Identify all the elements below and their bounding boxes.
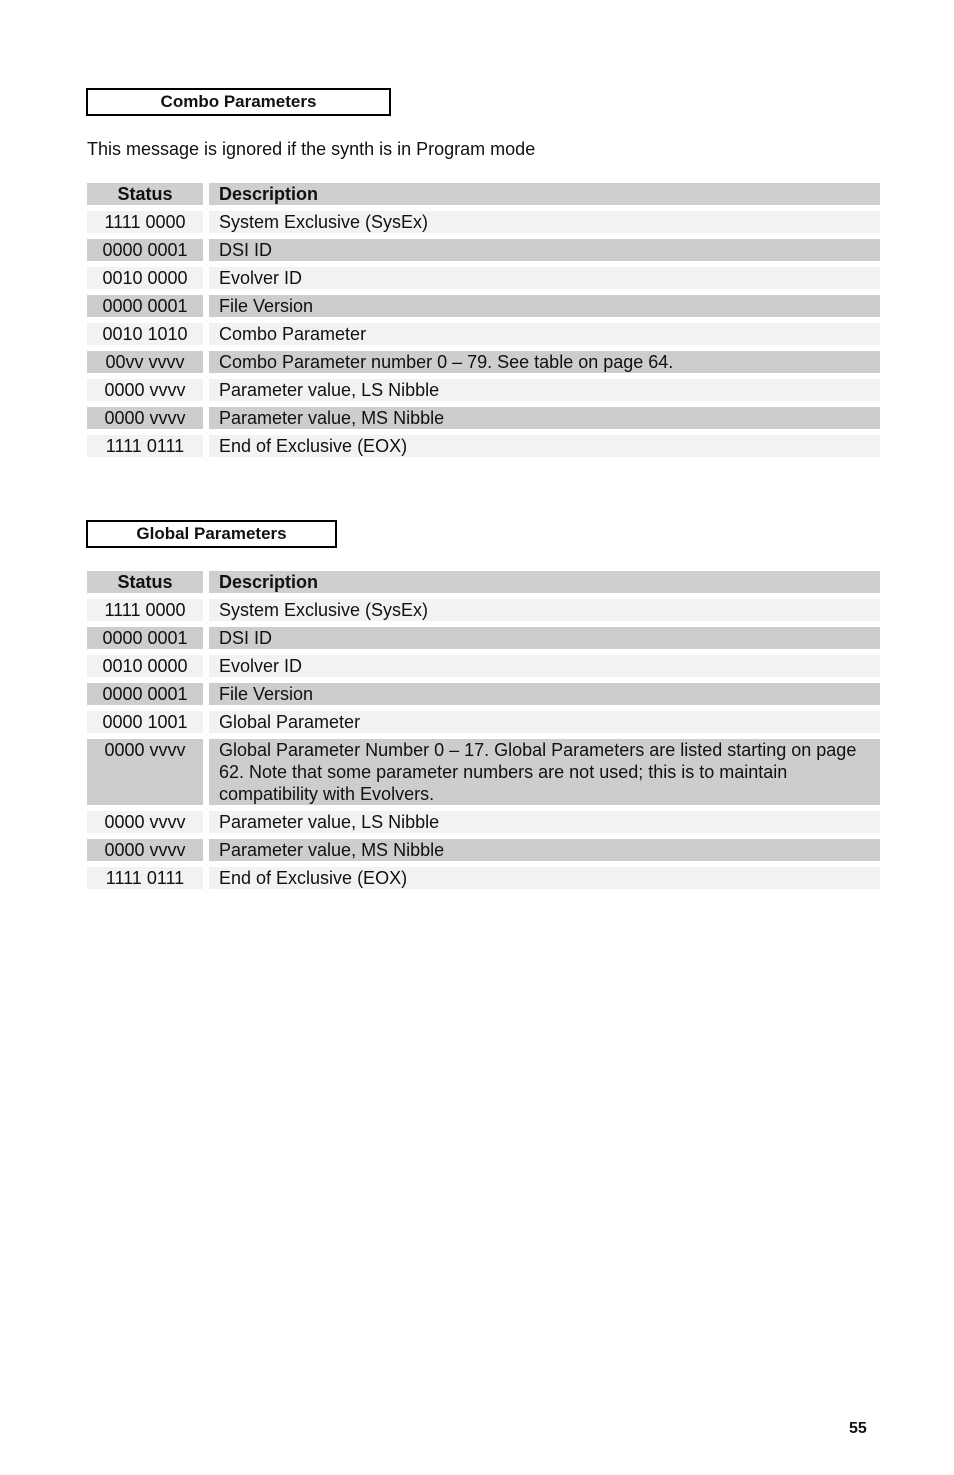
combo-intro-text: This message is ignored if the synth is in Program mode bbox=[87, 139, 536, 159]
table-row bbox=[87, 811, 880, 833]
table-row bbox=[87, 239, 880, 261]
description-cell: Evolver ID bbox=[209, 267, 880, 289]
status-column-header: Status bbox=[87, 571, 203, 593]
description-column-header: Description bbox=[209, 571, 880, 593]
description-cell: DSI ID bbox=[209, 627, 880, 649]
description-cell: Parameter value, LS Nibble bbox=[209, 379, 880, 401]
table-row bbox=[87, 323, 880, 345]
status-cell: 0000 0001 bbox=[87, 239, 203, 261]
table-row bbox=[87, 599, 880, 621]
table-row bbox=[87, 435, 880, 457]
table-row bbox=[87, 627, 880, 649]
table-header-row bbox=[87, 571, 880, 593]
table-row bbox=[87, 267, 880, 289]
table-row bbox=[87, 351, 880, 373]
status-cell: 0000 1001 bbox=[87, 711, 203, 733]
status-cell: 1111 0111 bbox=[87, 435, 203, 457]
table-row bbox=[87, 739, 880, 805]
page-number: 55 bbox=[849, 1420, 867, 1437]
table-row bbox=[87, 867, 880, 889]
status-cell: 1111 0111 bbox=[87, 867, 203, 889]
description-cell: Global Parameter Number 0 – 17. Global Parameters are listed starting on page 62. Note that some parameter numbers are not used; this is to maintain compatibility with Evolvers. bbox=[209, 739, 880, 805]
status-cell: 0010 1010 bbox=[87, 323, 203, 345]
description-cell: System Exclusive (SysEx) bbox=[209, 211, 880, 233]
table-row bbox=[87, 211, 880, 233]
status-cell: 00vv vvvv bbox=[87, 351, 203, 373]
description-cell: End of Exclusive (EOX) bbox=[209, 435, 880, 457]
description-cell: System Exclusive (SysEx) bbox=[209, 599, 880, 621]
global-parameters-title: Global Parameters bbox=[86, 520, 337, 548]
description-column-header: Description bbox=[209, 183, 880, 205]
table-row bbox=[87, 711, 880, 733]
status-column-header: Status bbox=[87, 183, 203, 205]
description-cell: Evolver ID bbox=[209, 655, 880, 677]
table-row bbox=[87, 655, 880, 677]
description-cell: File Version bbox=[209, 683, 880, 705]
status-cell: 0000 0001 bbox=[87, 295, 203, 317]
table-row bbox=[87, 379, 880, 401]
table-row bbox=[87, 407, 880, 429]
status-cell: 0000 vvvv bbox=[87, 379, 203, 401]
table-header-row bbox=[87, 183, 880, 205]
status-cell: 1111 0000 bbox=[87, 599, 203, 621]
status-cell: 0000 vvvv bbox=[87, 407, 203, 429]
status-cell: 0000 vvvv bbox=[87, 839, 203, 861]
description-cell: Parameter value, MS Nibble bbox=[209, 407, 880, 429]
description-cell: Combo Parameter bbox=[209, 323, 880, 345]
description-cell: Global Parameter bbox=[209, 711, 880, 733]
description-cell: Parameter value, LS Nibble bbox=[209, 811, 880, 833]
status-cell: 1111 0000 bbox=[87, 211, 203, 233]
description-cell: Parameter value, MS Nibble bbox=[209, 839, 880, 861]
status-cell: 0000 0001 bbox=[87, 627, 203, 649]
table-row bbox=[87, 683, 880, 705]
status-cell: 0000 vvvv bbox=[87, 811, 203, 833]
status-cell: 0000 vvvv bbox=[87, 739, 203, 805]
description-cell: End of Exclusive (EOX) bbox=[209, 867, 880, 889]
description-cell: Combo Parameter number 0 – 79. See table on page 64. bbox=[209, 351, 880, 373]
status-cell: 0010 0000 bbox=[87, 267, 203, 289]
description-cell: DSI ID bbox=[209, 239, 880, 261]
global-parameters-table bbox=[87, 565, 880, 895]
status-cell: 0010 0000 bbox=[87, 655, 203, 677]
table-row bbox=[87, 295, 880, 317]
description-cell: File Version bbox=[209, 295, 880, 317]
combo-parameters-table bbox=[87, 177, 880, 463]
combo-parameters-title: Combo Parameters bbox=[86, 88, 391, 116]
table-row bbox=[87, 839, 880, 861]
status-cell: 0000 0001 bbox=[87, 683, 203, 705]
